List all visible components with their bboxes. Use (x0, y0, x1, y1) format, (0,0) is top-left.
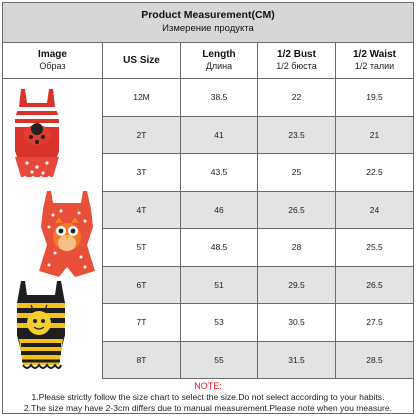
cell-waist: 22.5 (366, 167, 383, 178)
cell-waist: 19.5 (366, 92, 383, 103)
cell-length: 38.5 (181, 79, 258, 116)
cell-waist: 26.5 (366, 279, 383, 290)
ladybug-swimsuit-icon (7, 87, 67, 183)
header-length: Length Длина (181, 43, 258, 79)
cell-length: 53 (181, 304, 258, 341)
header-bust: 1/2 Bust 1/2 бюста (258, 43, 336, 79)
cell-bust: 22 (258, 79, 336, 116)
table-row (103, 304, 413, 342)
note-section (3, 379, 413, 413)
cell-waist: 25.5 (366, 242, 383, 253)
cell-waist: 24 (369, 204, 380, 215)
cell-bust: 25 (258, 154, 336, 191)
table-row (103, 79, 413, 117)
cell-size: 3T (103, 154, 181, 191)
note-title: NOTE: (194, 381, 222, 391)
cell-length: 51 (181, 267, 258, 304)
cell-waist: 21 (369, 129, 380, 140)
cell-length: 41 (181, 117, 258, 154)
table-row (103, 229, 413, 267)
note-line-1: 1.Please strictly follow the size chart to select the size.Do not select according to your habits. (31, 392, 385, 402)
bee-swimsuit-icon (9, 279, 73, 375)
cell-bust: 31.5 (258, 342, 336, 379)
table-row (103, 192, 413, 230)
chart-title-bar (3, 3, 413, 43)
cell-length: 46 (181, 192, 258, 229)
cell-waist: 28.5 (366, 354, 383, 365)
cell-bust: 30.5 (258, 304, 336, 341)
table-row (103, 267, 413, 305)
measurement-rows (103, 79, 413, 379)
header-image: Image Образ (3, 43, 103, 79)
cell-size: 8T (103, 342, 181, 379)
product-image-column (3, 79, 103, 379)
chart-subtitle: Измерение продукта (162, 23, 254, 34)
cell-size: 6T (103, 267, 181, 304)
cell-bust: 29.5 (258, 267, 336, 304)
table-row (103, 342, 413, 380)
size-chart (2, 2, 414, 414)
cell-length: 43.5 (181, 154, 258, 191)
cell-size: 7T (103, 304, 181, 341)
cell-size: 2T (103, 117, 181, 154)
chart-title: Product Measurement(CM) (141, 9, 275, 21)
note-line-2: 2.The size may have 2-3cm differs due to manual measurement.Please note when you measure. (23, 403, 393, 413)
header-us-size: US Size (103, 43, 181, 79)
cell-size: 12M (103, 79, 181, 116)
cell-bust: 23.5 (258, 117, 336, 154)
table-row (103, 154, 413, 192)
cell-size: 4T (103, 192, 181, 229)
owl-swimsuit-icon (35, 187, 99, 279)
cell-bust: 28 (258, 229, 336, 266)
cell-length: 55 (181, 342, 258, 379)
table-row (103, 117, 413, 155)
cell-size: 5T (103, 229, 181, 266)
cell-waist: 27.5 (366, 317, 383, 328)
cell-length: 48.5 (181, 229, 258, 266)
cell-bust: 26.5 (258, 192, 336, 229)
header-waist: 1/2 Waist 1/2 талии (336, 43, 413, 79)
